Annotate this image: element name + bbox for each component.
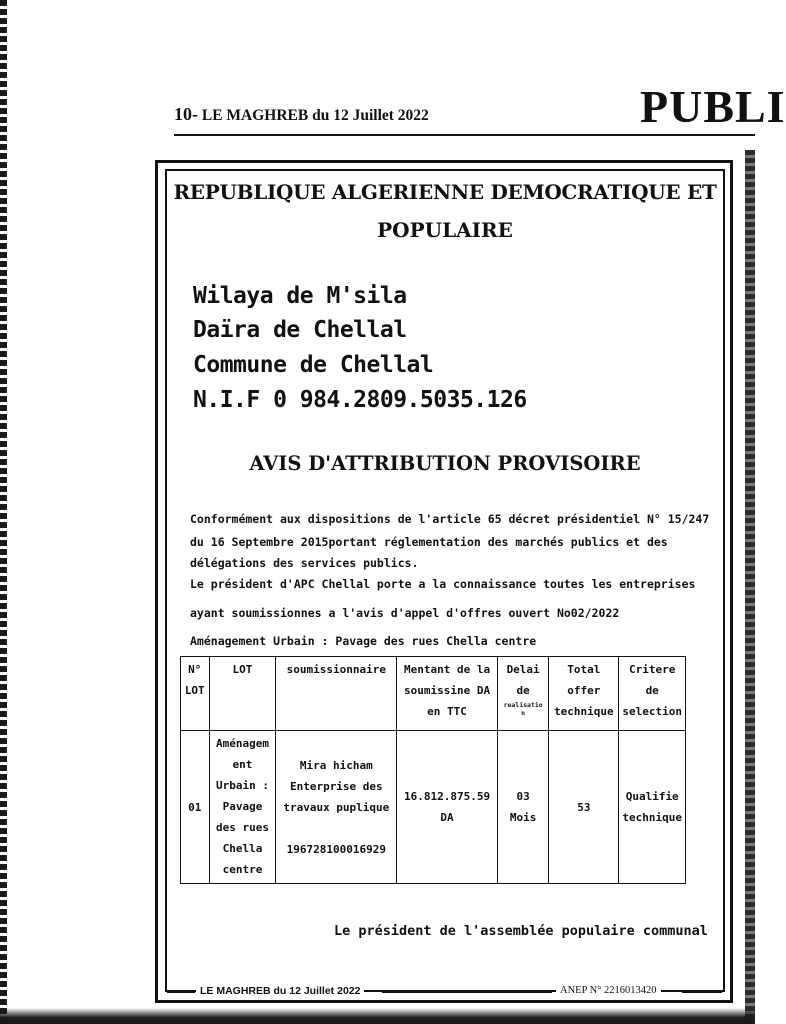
cell-lot: Aménagem ent Urbain : Pavage des rues Chella centre: [209, 731, 276, 884]
footer-publication: LE MAGHREB du 12 Juillet 2022: [196, 985, 364, 997]
cell-delai: 03 Mois: [497, 731, 548, 884]
paragraph-line: ayant soumissionnes a l'avis d'appel d'offres ouvert No02/2022: [190, 606, 620, 620]
avis-title: AVIS D'ATTRIBUTION PROVISOIRE: [249, 452, 641, 475]
paragraph-line: Conformément aux dispositions de l'article 65 décret présidentiel N° 15/247: [190, 512, 710, 526]
header-rule: [174, 134, 755, 136]
header-total: Total offer technique: [549, 657, 619, 731]
header-montant: Mentant de la soumissine DA en TTC: [397, 657, 498, 731]
paragraph-line: du 16 Septembre 2015portant réglementation des marchés publics et des: [190, 535, 668, 549]
cell-lot-number: 01: [181, 731, 210, 884]
paragraph-line: Le président d'APC Chellal porte a la connaissance toutes les entreprises: [190, 577, 696, 591]
header-lot: LOT: [209, 657, 276, 731]
republic-title-line1: REPUBLIQUE ALGERIENNE DEMOCRATIQUE ET: [173, 180, 717, 204]
header-critere: Critere de selection: [619, 657, 686, 731]
scan-bottom-edge: [0, 1008, 755, 1024]
footer-rule-left: [167, 991, 195, 993]
republic-title-line2: POPULAIRE: [377, 218, 513, 242]
commune: Commune de Chellal: [193, 352, 434, 378]
table-header-row: [181, 657, 686, 731]
paragraph-line: délégations des services publics.: [190, 556, 419, 570]
signature-line: Le président de l'assemblée populaire communal: [334, 923, 708, 939]
attribution-table: [180, 656, 686, 884]
footer-rule-middle: [382, 991, 552, 993]
nif: N.I.F 0 984.2809.5035.126: [193, 387, 527, 413]
table-row: [181, 731, 686, 884]
page-header: [174, 104, 429, 125]
scan-right-edge: [745, 150, 755, 1020]
header-soumissionnaire: soumissionnaire: [276, 657, 397, 731]
page-number: 10-: [174, 104, 198, 124]
daira: Daïra de Chellal: [193, 317, 407, 343]
cell-total: 53: [549, 731, 619, 884]
footer-rule-right: [682, 991, 722, 993]
header-lot-number: N° LOT: [181, 657, 210, 731]
cell-critere: Qualifie technique: [619, 731, 686, 884]
publication-name: LE MAGHREB du 12 Juillet 2022: [201, 107, 429, 124]
scan-left-edge: [0, 0, 7, 1024]
section-title: PUBLI: [640, 81, 786, 132]
cell-montant: 16.812.875.59 DA: [397, 731, 498, 884]
paragraph-line: Aménagement Urbain : Pavage des rues Chella centre: [190, 634, 537, 648]
header-delai: Delai de realisatio n: [497, 657, 548, 731]
footer-anep: ANEP N° 2216013420: [556, 985, 661, 996]
cell-soumissionnaire: Mira hicham Enterprise des travaux puplique 196728100016929: [276, 731, 397, 884]
wilaya: Wilaya de M'sila: [193, 283, 407, 309]
